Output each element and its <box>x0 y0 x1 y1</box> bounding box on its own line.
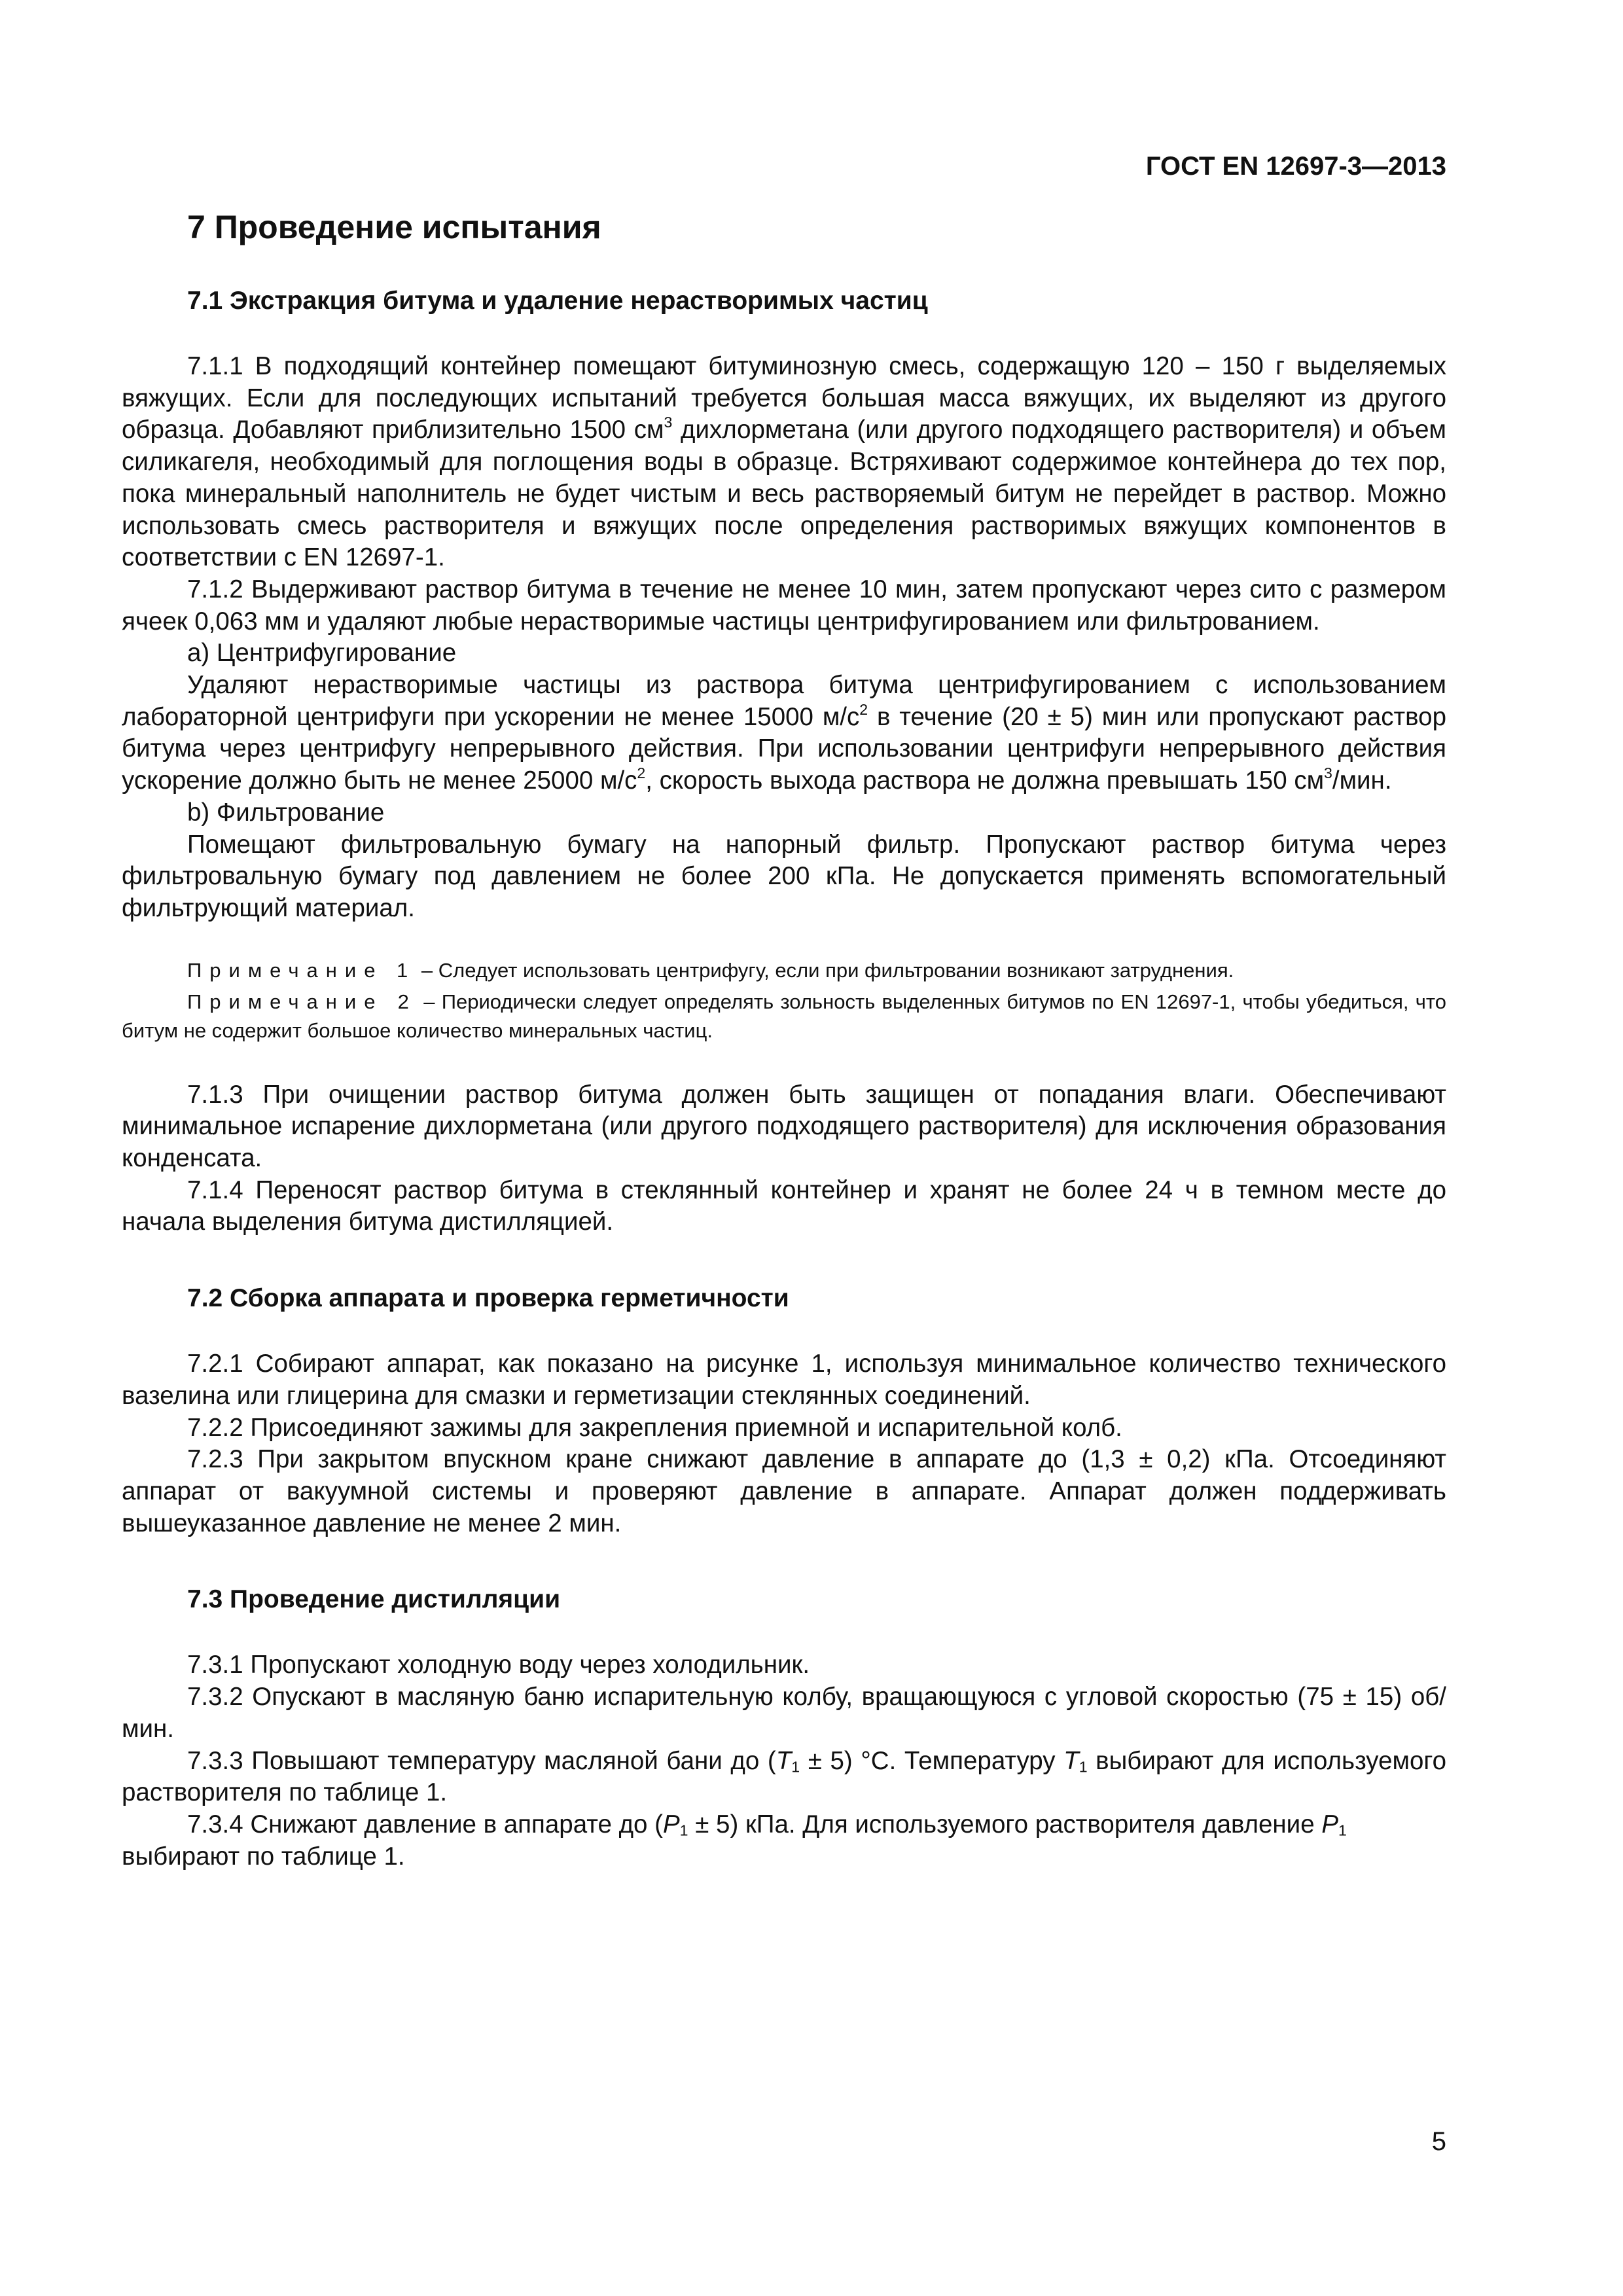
section-title: 7 Проведение испытания <box>187 209 601 245</box>
document-number: ГОСТ EN 12697-3—2013 <box>1145 152 1446 181</box>
subsection-7-1-body <box>122 351 1446 1238</box>
subsection-7-2-body <box>122 1348 1446 1539</box>
subsection-7-1-heading: 7.1 Экстракция битума и удаление нерастворимых частиц <box>187 287 928 315</box>
note-2-label: Примечание 2 <box>187 990 417 1013</box>
paragraph-7-2-3: 7.2.3 При закрытом впускном кране снижают давление в аппарате до (1,3 ± 0,2) кПа. Отсоединяют аппарат от вакуумной системы и проверяют давление в аппарате. Аппарат должен поддерживать вышеуказанное давление не менее 2 мин. <box>122 1445 1446 1537</box>
page-number: 5 <box>1431 2127 1446 2156</box>
paragraph-7-3-2: 7.3.2 Опускают в масляную баню испарительную колбу, вращающуюся с угловой скоростью (75 ± 15) об/мин. <box>122 1683 1446 1743</box>
paragraph-7-1-3: 7.1.3 При очищении раствор битума должен быть защищен от попадания влаги. Обеспечивают минимальное испарение дихлорметана (или другого подходящего растворителя) для исключения образования конденсата. <box>122 1080 1446 1173</box>
paragraph-7-3-3: 7.3.3 Повышают температуру масляной бани до $(T_1 \pm 5)$ °С. Температуру $T_1$ выбирают для используемого растворителя по таблице 1. <box>122 1746 1447 1807</box>
subsection-7-2-heading: 7.2 Сборка аппарата и проверка герметичности <box>187 1284 789 1313</box>
paragraph-7-2-1: 7.2.1 Собирают аппарат, как показано на рисунке 1, используя минимальное количество технического вазелина или глицерина для смазки и герметизации стеклянных соединений. <box>122 1350 1446 1410</box>
paragraph-7-1-2: 7.1.2 Выдерживают раствор битума в течение не менее 10 мин, затем пропускают через сито с размером ячеек 0,063 мм и удаляют любые нерастворимые частицы центрифугированием или фильтрованием. <box>122 575 1446 636</box>
item-a-label: a) Центрифугирование <box>187 639 457 668</box>
paragraph-7-1-1: 7.1.1 В подходящий контейнер помещают битуминозную смесь, содержащую 120 – 150 г выделяемых вяжущих. Если для последующих испытаний требуется большая масса вяжущих, их выделяют из другого образца. Добавляют приблизительно 1500 $см^3$ дихлорметана (или другого подходящего растворителя) и объем силикагеля, необходимый для поглощения воды в образце. Встряхивают содержимое контейнера до тех пор, пока минеральный наполнитель не будет чистым и весь растворяемый битум не перейдет в раствор. Можно использовать смесь растворителя и вяжущих после определения растворимых вяжущих компонентов в соответствии с EN 12697-1. <box>122 352 1447 572</box>
paragraph-7-3-1: 7.3.1 Пропускают холодную воду через холодильник. <box>187 1651 810 1679</box>
item-b-text: Помещают фильтровальную бумагу на напорный фильтр. Пропускают раствор битума через фильтровальную бумагу под давлением не более 200 кПа. Не допускается применять вспомогательный фильтрующий материал. <box>122 830 1446 922</box>
subsection-7-3-body <box>122 1649 1446 1873</box>
item-b-label: b) Фильтрование <box>187 798 385 827</box>
paragraph-7-2-2: 7.2.2 Присоединяют зажимы для закрепления приемной и испарительной колб. <box>187 1413 1122 1442</box>
note-2: Примечание 2 – Периодически следует определять зольность выделенных битумов по EN 12697-1, чтобы убедиться, что битум не содержит большое количество минеральных частиц. <box>122 990 1446 1042</box>
subsection-7-3-heading: 7.3 Проведение дистилляции <box>187 1585 561 1614</box>
paragraph-7-1-4: 7.1.4 Переносят раствор битума в стеклянный контейнер и хранят не более 24 ч в темном месте до начала выделения битума дистилляцией. <box>122 1175 1446 1236</box>
item-a-text: Удаляют нерастворимые частицы из раствора битума центрифугированием с использованием лабораторной центрифуги при ускорении не менее 15000 $м/с^2$ в течение (20 ± 5) мин или пропускают раствор битума через центрифугу непрерывного действия. При использовании центрифуги непрерывного действия ускорение должно быть не менее 25000 $м/с^2$, скорость выхода раствора не должна превышать 150 $см^3$/мин. <box>122 671 1447 795</box>
note-1-label: Примечание 1 <box>187 958 416 982</box>
notes <box>122 956 1446 1045</box>
paragraph-7-3-4: 7.3.4 Снижают давление в аппарате до $(P_1 \pm 5)$ кПа. Для используемого растворителя давление $P_1$ выбирают по таблице 1. <box>122 1810 1347 1871</box>
note-1: Примечание 1 – Следует использовать центрифугу, если при фильтровании возникают затруднения. <box>187 958 1234 982</box>
page-content <box>122 196 1446 1873</box>
